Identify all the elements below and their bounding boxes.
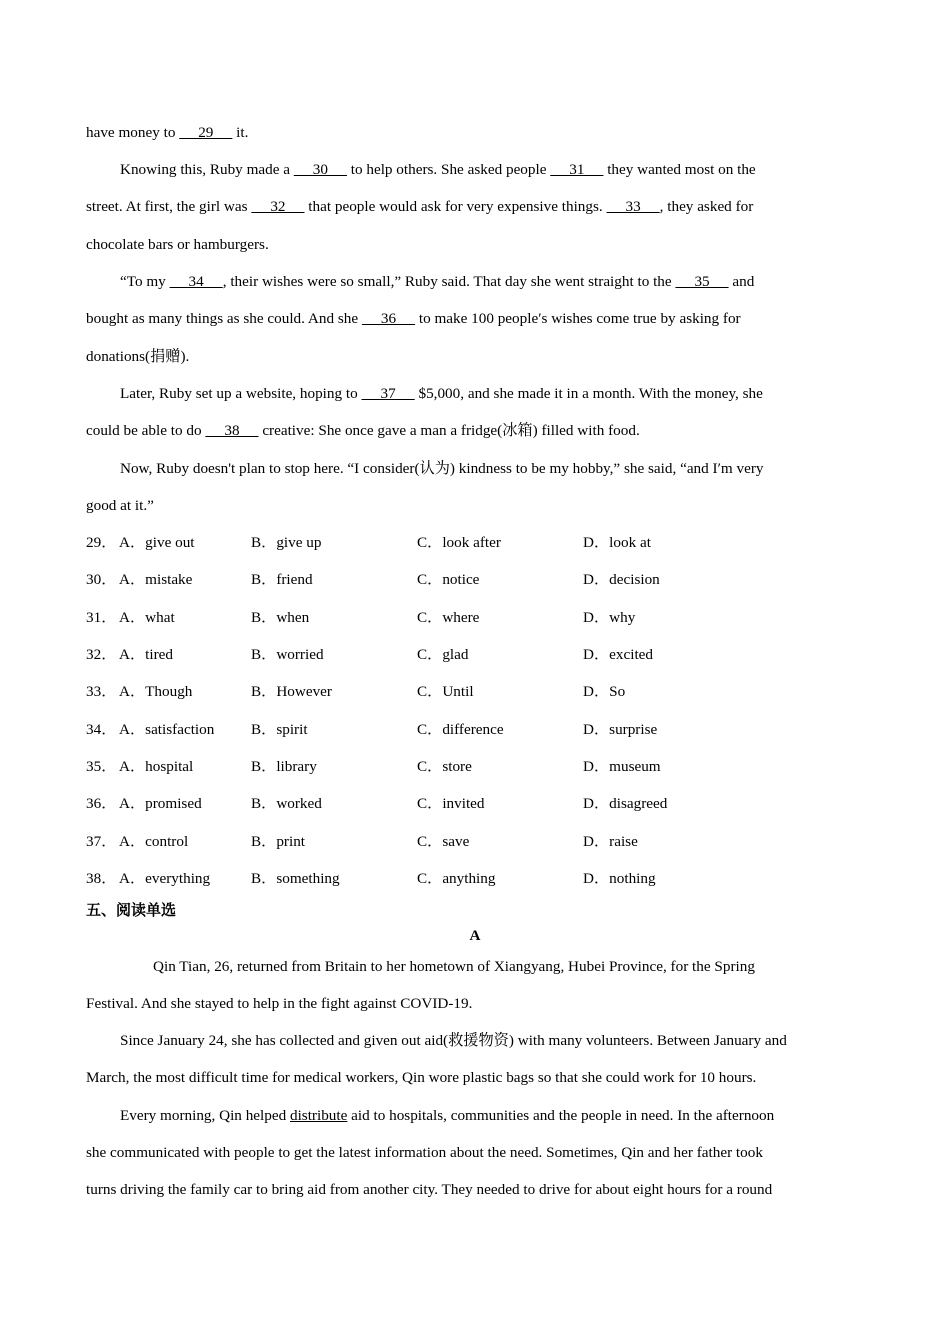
question-number: 35． bbox=[86, 758, 117, 775]
cloze-line-1: have money to 29 it. bbox=[86, 124, 249, 141]
option-a[interactable]: A．everything bbox=[119, 870, 211, 887]
question-number: 29． bbox=[86, 534, 117, 551]
option-a[interactable]: A．mistake bbox=[119, 571, 193, 588]
blank-33[interactable]: 33 bbox=[606, 198, 660, 215]
blank-35[interactable]: 35 bbox=[675, 273, 729, 290]
option-a[interactable]: A．hospital bbox=[119, 758, 194, 775]
option-a[interactable]: A．tired bbox=[119, 646, 173, 663]
cloze-line-3: street. At first, the girl was 32 that people would ask for very expensive things. 33 , they asked for bbox=[86, 198, 754, 215]
question-34 bbox=[86, 720, 866, 740]
question-33 bbox=[86, 682, 866, 702]
passage-line-3: Since January 24, she has collected and given out aid(救援物资) with many volunteers. Between January and bbox=[120, 1032, 787, 1049]
blank-32[interactable]: 32 bbox=[251, 198, 305, 215]
question-number: 32． bbox=[86, 646, 117, 663]
passage-line-1: Qin Tian, 26, returned from Britain to her hometown of Xiangyang, Hubei Province, for the Spring bbox=[153, 958, 755, 975]
blank-30[interactable]: 30 bbox=[293, 161, 347, 178]
option-d[interactable]: D．raise bbox=[583, 833, 638, 850]
option-b[interactable]: B．library bbox=[251, 758, 317, 775]
option-b[interactable]: B．print bbox=[251, 833, 306, 850]
option-d[interactable]: D．look at bbox=[583, 534, 651, 551]
blank-36[interactable]: 36 bbox=[361, 310, 416, 327]
question-37 bbox=[86, 832, 866, 852]
option-d[interactable]: D．disagreed bbox=[583, 795, 668, 812]
option-d[interactable]: D．decision bbox=[583, 571, 660, 588]
option-d[interactable]: D．So bbox=[583, 683, 626, 700]
option-b[interactable]: B．worried bbox=[251, 646, 324, 663]
option-b[interactable]: B．when bbox=[251, 609, 310, 626]
passage-line-7: turns driving the family car to bring aid from another city. They needed to drive for about eight hours for a round bbox=[86, 1181, 773, 1198]
option-c[interactable]: C．Until bbox=[417, 683, 474, 700]
blank-37[interactable]: 37 bbox=[361, 385, 415, 402]
passage-line-4: March, the most difficult time for medical workers, Qin wore plastic bags so that she could work for 10 hours. bbox=[86, 1069, 757, 1086]
option-b[interactable]: B．friend bbox=[251, 571, 313, 588]
option-c[interactable]: C．anything bbox=[417, 870, 496, 887]
option-d[interactable]: D．why bbox=[583, 609, 636, 626]
question-number: 31． bbox=[86, 609, 117, 626]
blank-38[interactable]: 38 bbox=[205, 422, 259, 439]
question-36 bbox=[86, 794, 866, 814]
question-number: 38． bbox=[86, 870, 117, 887]
option-a[interactable]: A．give out bbox=[119, 534, 195, 551]
option-c[interactable]: C．glad bbox=[417, 646, 469, 663]
cloze-line-10: Now, Ruby doesn't plan to stop here. “I consider(认为) kindness to be my hobby,” she said, “and I′m very bbox=[120, 460, 764, 477]
option-b[interactable]: B．worked bbox=[251, 795, 322, 812]
option-b[interactable]: B．However bbox=[251, 683, 332, 700]
underlined-word: distribute bbox=[289, 1107, 348, 1124]
option-b[interactable]: B．something bbox=[251, 870, 340, 887]
option-c[interactable]: C．where bbox=[417, 609, 480, 626]
section-heading: 五、阅读单选 bbox=[86, 901, 177, 919]
cloze-line-5: “To my 34 , their wishes were so small,” Ruby said. That day she went straight to the 35 and bbox=[120, 273, 755, 290]
option-c[interactable]: C．store bbox=[417, 758, 472, 775]
cloze-line-9: could be able to do 38 creative: She once gave a man a fridge(冰箱) filled with food. bbox=[86, 422, 640, 439]
question-31 bbox=[86, 608, 866, 628]
question-number: 30． bbox=[86, 571, 117, 588]
option-c[interactable]: C．look after bbox=[417, 534, 501, 551]
option-a[interactable]: A．control bbox=[119, 833, 189, 850]
option-d[interactable]: D．museum bbox=[583, 758, 661, 775]
blank-29[interactable]: 29 bbox=[179, 124, 233, 141]
option-b[interactable]: B．spirit bbox=[251, 721, 308, 738]
question-32 bbox=[86, 645, 866, 665]
option-a[interactable]: A．promised bbox=[119, 795, 202, 812]
passage-line-2: Festival. And she stayed to help in the fight against COVID-19. bbox=[86, 995, 473, 1012]
question-number: 34． bbox=[86, 721, 117, 738]
option-b[interactable]: B．give up bbox=[251, 534, 322, 551]
option-c[interactable]: C．notice bbox=[417, 571, 480, 588]
option-c[interactable]: C．difference bbox=[417, 721, 504, 738]
option-a[interactable]: A．Though bbox=[119, 683, 193, 700]
cloze-line-8: Later, Ruby set up a website, hoping to 37 $5,000, and she made it in a month. With the money, she bbox=[120, 385, 763, 402]
passage-line-5: Every morning, Qin helped distribute aid to hospitals, communities and the people in need. In the afternoon bbox=[120, 1107, 775, 1124]
option-d[interactable]: D．excited bbox=[583, 646, 654, 663]
option-c[interactable]: C．invited bbox=[417, 795, 485, 812]
question-35 bbox=[86, 757, 866, 777]
question-38 bbox=[86, 869, 866, 889]
cloze-line-11: good at it.” bbox=[86, 497, 154, 514]
blank-34[interactable]: 34 bbox=[169, 273, 223, 290]
option-a[interactable]: A．satisfaction bbox=[119, 721, 215, 738]
question-29 bbox=[86, 533, 866, 553]
passage-line-6: she communicated with people to get the latest information about the need. Sometimes, Qin and her father took bbox=[86, 1144, 763, 1161]
question-number: 33． bbox=[86, 683, 117, 700]
passage-letter: A bbox=[469, 927, 481, 944]
cloze-line-4: chocolate bars or hamburgers. bbox=[86, 236, 269, 253]
option-c[interactable]: C．save bbox=[417, 833, 470, 850]
option-a[interactable]: A．what bbox=[119, 609, 175, 626]
cloze-line-2: Knowing this, Ruby made a 30 to help others. She asked people 31 they wanted most on the bbox=[120, 161, 756, 178]
question-number: 36． bbox=[86, 795, 117, 812]
cloze-line-7: donations(捐赠). bbox=[86, 348, 190, 365]
question-number: 37． bbox=[86, 833, 117, 850]
blank-31[interactable]: 31 bbox=[550, 161, 604, 178]
option-d[interactable]: D．nothing bbox=[583, 870, 656, 887]
question-30 bbox=[86, 570, 866, 590]
cloze-line-6: bought as many things as she could. And she 36 to make 100 people′s wishes come true by asking for bbox=[86, 310, 741, 327]
option-d[interactable]: D．surprise bbox=[583, 721, 658, 738]
